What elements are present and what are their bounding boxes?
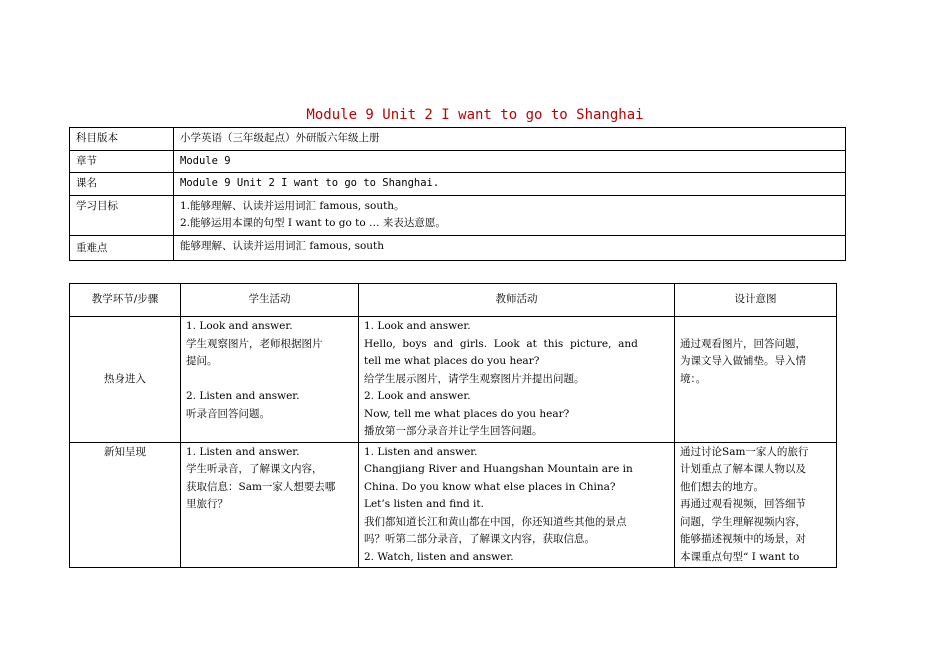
cell-line: Changjiang River and Huangshan Mountain are in [364, 463, 633, 475]
student-cell [181, 442, 359, 568]
cell-line: China. Do you know what else places in China? [364, 480, 616, 493]
intent-cell [675, 317, 837, 443]
cell-line: 1. Listen and answer. [186, 445, 300, 458]
plan-row [70, 317, 837, 443]
blank-line [186, 371, 353, 389]
cell-line: 1. Look and answer. [364, 320, 471, 332]
cell-line: 1. Listen and answer. [364, 445, 478, 458]
cell-line: 播放第一部分录音并让学生回答问题。 [364, 425, 543, 437]
cell-line: 计划重点了解本课人物以及 [680, 463, 806, 475]
cell-line: 提问。 [186, 355, 218, 367]
teacher-cell [359, 317, 675, 443]
info-line: 1.能够理解、认读并运用词汇 famous, south。 [180, 199, 405, 212]
info-value [174, 128, 846, 151]
cell-line: 通过讨论Sam一家人的旅行 [680, 445, 809, 458]
info-line: 能够理解、认读并运用词汇 famous, south [180, 239, 385, 252]
info-row [70, 195, 846, 235]
cell-line: 里旅行？ [186, 498, 228, 510]
intent-cell [675, 442, 837, 568]
info-label: 学习目标 [70, 195, 174, 235]
info-line: 2.能够运用本课的句型 I want to go to … 来表达意愿。 [180, 217, 446, 229]
info-value [174, 150, 846, 173]
header-step: 教学环节/步骤 [70, 284, 181, 317]
cell-line: 问题，学生理解视频内容， [680, 515, 806, 528]
header-teacher: 教师活动 [359, 284, 675, 317]
cell-line: 本课重点句型“ I want to [680, 550, 800, 563]
cell-line: 获取信息：Sam一家人想要去哪 [186, 480, 336, 493]
info-value [174, 235, 846, 260]
header-intent: 设计意图 [675, 284, 837, 317]
blank-line [680, 318, 831, 336]
cell-line: Let’s listen and find it. [364, 498, 484, 510]
info-line: 小学英语（三年级起点）外研版六年级上册 [180, 132, 380, 144]
info-row [70, 173, 846, 196]
cell-line: 学生听录音，了解课文内容， [186, 463, 323, 475]
cell-line: 能够描述视频中的场景，对 [680, 533, 806, 545]
info-label: 科目版本 [70, 128, 174, 151]
cell-line: 境：。 [680, 372, 707, 385]
step-cell: 新知呈现 [70, 442, 181, 568]
plan-row [70, 442, 837, 568]
info-line: Module 9 Unit 2 I want to go to Shanghai. [180, 177, 440, 189]
cell-line: 再通过观看视频，回答细节 [680, 498, 806, 510]
teacher-cell [359, 442, 675, 568]
cell-line: 他们想去的地方。 [680, 480, 764, 493]
info-table [69, 127, 846, 261]
info-row [70, 150, 846, 173]
info-value [174, 195, 846, 235]
plan-header-row [70, 284, 837, 317]
cell-line: 听录音回答问题。 [186, 407, 270, 420]
lesson-plan-table [69, 283, 837, 568]
cell-line: 给学生展示图片，请学生观察图片并提出问题。 [364, 372, 585, 385]
header-student: 学生活动 [181, 284, 359, 317]
student-cell [181, 317, 359, 443]
info-line: Module 9 [180, 154, 231, 167]
info-row [70, 235, 846, 260]
info-label: 章节 [70, 150, 174, 173]
cell-line: Hello, boys and girls. Look at this picture, and [364, 337, 638, 350]
cell-line: 2. Listen and answer. [186, 390, 300, 402]
cell-line: 我们都知道长江和黄山都在中国，你还知道些其他的景点 [364, 515, 627, 528]
info-row [70, 128, 846, 151]
cell-line: 通过观看图片，回答问题， [680, 337, 806, 350]
cell-line: 吗？听第二部分录音，了解课文内容，获取信息。 [364, 533, 595, 545]
cell-line: Now, tell me what places do you hear? [364, 407, 570, 420]
cell-line: 2. Look and answer. [364, 390, 471, 402]
cell-line: 2. Watch, listen and answer. [364, 550, 514, 563]
info-label: 重难点 [70, 235, 174, 260]
cell-line: tell me what places do you hear? [364, 355, 540, 367]
step-cell: 热身进入 [70, 317, 181, 443]
cell-line: 为课文导入做铺垫。导入情 [680, 355, 806, 367]
info-value [174, 173, 846, 196]
cell-line: 学生观察图片，老师根据图片 [186, 337, 323, 350]
document-title: Module 9 Unit 2 I want to go to Shanghai [306, 107, 644, 123]
cell-line: 1. Look and answer. [186, 320, 293, 332]
info-label: 课名 [70, 173, 174, 196]
